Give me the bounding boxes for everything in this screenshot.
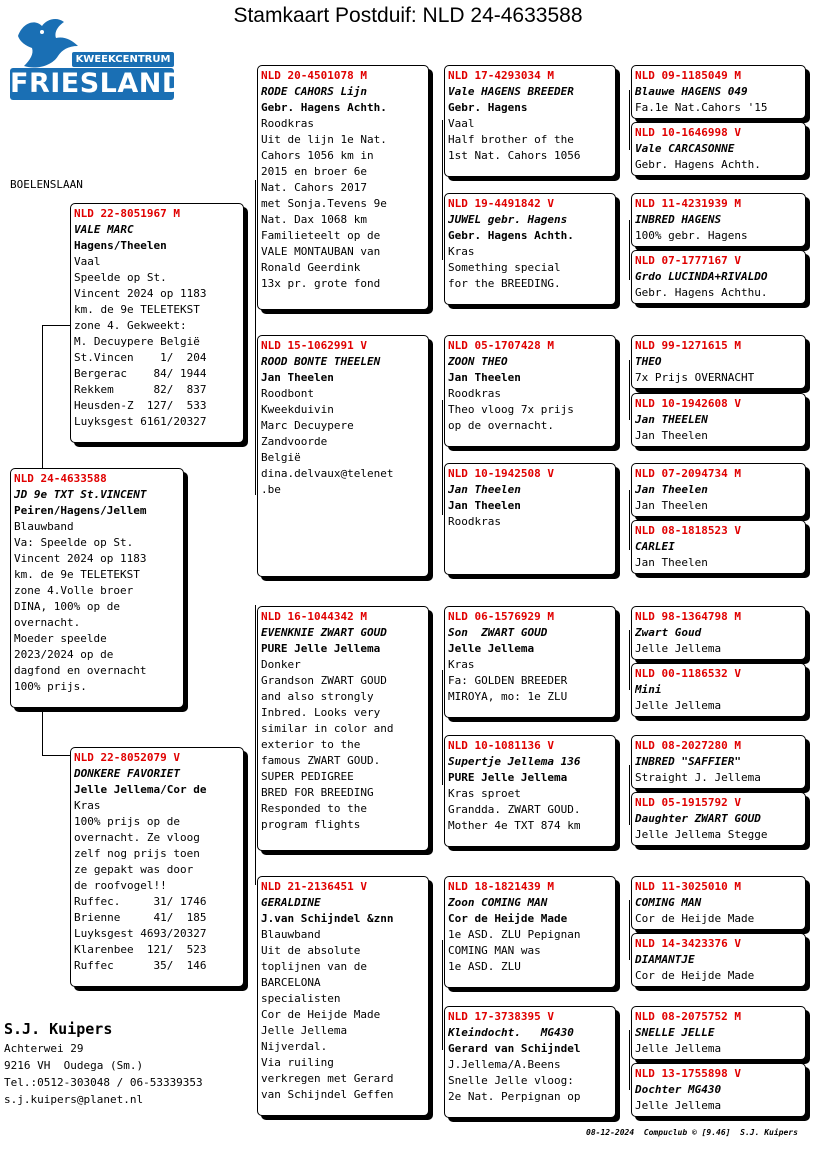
pigeon-note: België: [261, 451, 301, 464]
ring-number: NLD 07-1777167 V: [635, 254, 741, 267]
pigeon-card-gen4[interactable]: [631, 250, 806, 304]
pigeon-note: Jan Theelen: [635, 499, 708, 512]
ring-number: NLD 99-1271615 M: [635, 339, 741, 352]
connector-line: [629, 90, 630, 150]
pigeon-card-gen4[interactable]: [631, 335, 806, 389]
pigeon-note: program flights: [261, 818, 361, 831]
ring-number: NLD 15-1062991 V: [261, 339, 367, 352]
ring-number: NLD 17-3738395 V: [448, 1010, 554, 1023]
ring-number: NLD 10-1942508 V: [448, 467, 554, 480]
owner-email: s.j.kuipers@planet.nl: [4, 1093, 144, 1106]
breeder-name: PURE Jelle Jellema: [261, 642, 381, 655]
pigeon-name: Zoon COMING MAN: [448, 896, 548, 909]
connector-line: [255, 180, 256, 495]
pigeon-name: ROOD BONTE THEELEN: [261, 355, 381, 368]
ring-number: NLD 10-1081136 V: [448, 739, 554, 752]
owner-block: [4, 1018, 203, 1108]
pigeon-card-gen4[interactable]: [631, 65, 806, 119]
breeder-name: Jelle Jellema/Cor de: [74, 783, 207, 796]
loft-name: BOELENSLAAN: [10, 178, 83, 191]
ring-number: NLD 10-1646998 V: [635, 126, 741, 139]
connector-line: [629, 490, 630, 550]
pigeon-note: Donker: [261, 658, 301, 671]
ring-number: NLD 08-2027280 M: [635, 739, 741, 752]
pigeon-card-gen3[interactable]: [444, 606, 616, 718]
connector-line: [629, 900, 630, 960]
pigeon-name: Son ZWART GOUD: [448, 626, 548, 639]
ring-number: NLD 98-1364798 M: [635, 610, 741, 623]
pigeon-note: Roodbont: [261, 387, 314, 400]
pigeon-card-gen4[interactable]: [631, 735, 806, 789]
pigeon-note: zone 4. Gekweekt:: [74, 319, 187, 332]
breeder-name: PURE Jelle Jellema: [448, 771, 568, 784]
pigeon-note: Ronald Geerdink: [261, 261, 361, 274]
connector-line: [629, 220, 630, 280]
ring-number: NLD 05-1707428 M: [448, 339, 554, 352]
pigeon-card-granddam-maternal[interactable]: [257, 876, 429, 1116]
pigeon-note: Vaal: [448, 117, 475, 130]
pigeon-note: 1st Nat. Cahors 1056: [448, 149, 581, 162]
pigeon-note: Something special: [448, 261, 561, 274]
pigeon-name: JD 9e TXT St.VINCENT: [14, 488, 147, 501]
pigeon-note: Klarenbee 121/ 523: [74, 943, 207, 956]
page-title: Stamkaart Postduif: NLD 24-4633588: [233, 4, 583, 27]
connector-line: [42, 325, 70, 326]
footer-credit: 08-12-2024 Compuclub © [9.46] S.J. Kuipers: [586, 1128, 798, 1137]
pigeon-note: Roodkras: [448, 515, 501, 528]
pigeon-card-gen4[interactable]: [631, 792, 806, 846]
pigeon-card-dam[interactable]: [70, 747, 244, 987]
pigeon-note: Gebr. Hagens Achth.: [635, 158, 761, 171]
pigeon-note: Responded to the: [261, 802, 367, 815]
ring-number: NLD 18-1821439 M: [448, 880, 554, 893]
pigeon-note: 2015 en broer 6e: [261, 165, 367, 178]
pigeon-note: Gebr. Hagens Achthu.: [635, 286, 768, 299]
pigeon-note: 2e Nat. Perpignan op: [448, 1090, 581, 1103]
owner-phone: Tel.:0512-303048 / 06-53339353: [4, 1076, 203, 1089]
pigeon-note: Jelle Jellema: [261, 1024, 348, 1037]
pigeon-note: Moeder speelde: [14, 632, 107, 645]
ring-number: NLD 06-1576929 M: [448, 610, 554, 623]
pigeon-name: Supertje Jellema 136: [448, 755, 581, 768]
ring-number: NLD 07-2094734 M: [635, 467, 741, 480]
pigeon-note: Uit de absolute: [261, 944, 361, 957]
pigeon-note: 100% gebr. Hagens: [635, 229, 748, 242]
pigeon-note: Roodkras: [261, 117, 314, 130]
pigeon-note: exterior to the: [261, 738, 361, 751]
pigeon-note: Familieteelt op de: [261, 229, 381, 242]
pigeon-note: Kras: [74, 799, 101, 812]
pigeon-card-gen3[interactable]: [444, 735, 616, 847]
pigeon-note: Cor de Heijde Made: [261, 1008, 381, 1021]
pigeon-name: SNELLE JELLE: [635, 1026, 715, 1039]
pigeon-name: INBRED HAGENS: [635, 213, 722, 226]
pigeon-name: RODE CAHORS Lijn: [261, 85, 367, 98]
breeder-name: Gebr. Hagens Achth.: [261, 101, 387, 114]
pigeon-card-gen4[interactable]: [631, 1006, 806, 1060]
connector-line: [255, 605, 256, 885]
owner-postcode: 9216 VH Oudega (Sm.): [4, 1059, 144, 1072]
pigeon-note: Vaal: [74, 255, 101, 268]
breeder-name: J.van Schijndel &znn: [261, 912, 394, 925]
pigeon-note: Inbred. Looks very: [261, 706, 381, 719]
ring-number: NLD 11-3025010 M: [635, 880, 741, 893]
pigeon-name: Vale HAGENS BREEDER: [448, 85, 574, 98]
pigeon-note: Cor de Heijde Made: [635, 912, 755, 925]
pigeon-note: famous ZWART GOUD.: [261, 754, 381, 767]
pigeon-note: Roodkras: [448, 387, 501, 400]
pigeon-note: .be: [261, 483, 281, 496]
pigeon-note: VALE MONTAUBAN van: [261, 245, 381, 258]
ring-number: NLD 00-1186532 V: [635, 667, 741, 680]
pigeon-note: Kras: [448, 245, 475, 258]
pigeon-card-gen4[interactable]: [631, 463, 806, 517]
pigeon-note: Zandvoorde: [261, 435, 328, 448]
pigeon-note: Half brother of the: [448, 133, 574, 146]
pigeon-note: Blauwband: [14, 520, 74, 533]
pigeon-note: Speelde op St.: [74, 271, 167, 284]
pigeon-note: BRED FOR BREEDING: [261, 786, 374, 799]
pigeon-note: Grandson ZWART GOUD: [261, 674, 387, 687]
connector-line: [442, 940, 443, 1050]
pigeon-name: CARLEI: [635, 540, 675, 553]
pigeon-note: Uit de lijn 1e Nat.: [261, 133, 387, 146]
pigeon-note: Cahors 1056 km in: [261, 149, 374, 162]
pigeon-card-gen3[interactable]: [444, 1006, 616, 1118]
pigeon-name: Kleindocht. MG430: [448, 1026, 574, 1039]
pigeon-note: overnacht. Ze vloog: [74, 831, 200, 844]
pigeon-note: van Schijndel Geffen: [261, 1088, 394, 1101]
connector-line: [629, 360, 630, 420]
pigeon-card-gen4[interactable]: [631, 876, 806, 930]
connector-line: [42, 755, 70, 756]
pigeon-card-gen3[interactable]: [444, 463, 616, 575]
pigeon-note: Mother 4e TXT 874 km: [448, 819, 581, 832]
pigeon-note: Jelle Jellema Stegge: [635, 828, 768, 841]
pigeon-note: ze gepakt was door: [74, 863, 194, 876]
pigeon-note: Jelle Jellema: [635, 642, 722, 655]
pigeon-note: km. de 9e TELETEKST: [14, 568, 140, 581]
pigeon-name: ZOON THEO: [448, 355, 508, 368]
pigeon-card-sire[interactable]: [70, 203, 244, 443]
pigeon-note: verkregen met Gerard: [261, 1072, 394, 1085]
pigeon-note: SUPER PEDIGREE: [261, 770, 354, 783]
pigeon-note: 1e ASD. ZLU Pepignan: [448, 928, 581, 941]
pigeon-note: Blauwband: [261, 928, 321, 941]
pigeon-note: dina.delvaux@telenet: [261, 467, 394, 480]
pigeon-note: Ruffec 35/ 146: [74, 959, 207, 972]
pigeon-card-subject[interactable]: [10, 468, 184, 708]
pigeon-name: EVENKNIE ZWART GOUD: [261, 626, 387, 639]
pigeon-note: Luyksgest 4693/20327: [74, 927, 207, 940]
pigeon-note: BARCELONA: [261, 976, 321, 989]
pigeon-name: Jan THEELEN: [635, 413, 708, 426]
pigeon-note: M. Decuypere België: [74, 335, 200, 348]
pigeon-note: Brienne 41/ 185: [74, 911, 207, 924]
pigeon-name: Jan Theelen: [448, 483, 521, 496]
ring-number: NLD 21-2136451 V: [261, 880, 367, 893]
breeder-name: Gerard van Schijndel: [448, 1042, 581, 1055]
pigeon-note: Luyksgest 6161/20327: [74, 415, 207, 428]
pigeon-note: toplijnen van de: [261, 960, 367, 973]
pigeon-name: Dochter MG430: [635, 1083, 722, 1096]
pigeon-card-gen3[interactable]: [444, 335, 616, 447]
pigeon-note: Vincent 2024 op 1183: [14, 552, 147, 565]
pigeon-note: St.Vincen 1/ 204: [74, 351, 207, 364]
pigeon-note: 2023/2024 op de: [14, 648, 114, 661]
pigeon-note: zelf nog prijs toen: [74, 847, 200, 860]
pigeon-note: Jelle Jellema: [635, 699, 722, 712]
pigeon-note: for the BREEDING.: [448, 277, 561, 290]
pigeon-note: specialisten: [261, 992, 341, 1005]
connector-line: [629, 630, 630, 690]
pigeon-card-gen3[interactable]: [444, 65, 616, 177]
pigeon-note: Ruffec. 31/ 1746: [74, 895, 207, 908]
breeder-name: Jan Theelen: [261, 371, 334, 384]
ring-number: NLD 17-4293034 M: [448, 69, 554, 82]
pigeon-card-gen4[interactable]: [631, 606, 806, 660]
pigeon-name: Blauwe HAGENS 049: [635, 85, 748, 98]
owner-address: Achterwei 29: [4, 1042, 84, 1055]
pigeon-note: Jelle Jellema: [635, 1042, 722, 1055]
ring-number: NLD 08-2075752 M: [635, 1010, 741, 1023]
pigeon-note: Kweekduivin: [261, 403, 334, 416]
pigeon-note: Jan Theelen: [635, 429, 708, 442]
pigeon-note: Nat. Dax 1068 km: [261, 213, 367, 226]
pigeon-note: and also strongly: [261, 690, 374, 703]
pigeon-note: dagfond en overnacht: [14, 664, 147, 677]
pigeon-note: Jan Theelen: [635, 556, 708, 569]
pigeon-note: km. de 9e TELETEKST: [74, 303, 200, 316]
pigeon-note: met Sonja.Tevens 9e: [261, 197, 387, 210]
pigeon-note: Vincent 2024 op 1183: [74, 287, 207, 300]
pigeon-note: J.Jellema/A.Beens: [448, 1058, 561, 1071]
pigeon-note: Bergerac 84/ 1944: [74, 367, 207, 380]
breeder-name: Jan Theelen: [448, 499, 521, 512]
logo-subtitle: KWEEKCENTRUM: [72, 52, 174, 67]
pigeon-card-gen4[interactable]: [631, 393, 806, 447]
pigeon-note: COMING MAN was: [448, 944, 541, 957]
ring-number: NLD 22-8051967 M: [74, 207, 180, 220]
pigeon-card-grandsire-paternal[interactable]: [257, 65, 429, 310]
pigeon-note: Fa.1e Nat.Cahors '15: [635, 101, 768, 114]
pigeon-card-gen4[interactable]: [631, 520, 806, 574]
pigeon-name: THEO: [635, 355, 662, 368]
breeder-name: Gebr. Hagens Achth.: [448, 229, 574, 242]
pigeon-note: Grandda. ZWART GOUD.: [448, 803, 581, 816]
pigeon-note: 1e ASD. ZLU: [448, 960, 521, 973]
pigeon-name: Vale CARCASONNE: [635, 142, 735, 155]
pigeon-name: JUWEL gebr. Hagens: [448, 213, 568, 226]
ring-number: NLD 08-1818523 V: [635, 524, 741, 537]
pigeon-card-gen4[interactable]: [631, 122, 806, 176]
ring-number: NLD 24-4633588: [14, 472, 107, 485]
breeder-name: Hagens/Theelen: [74, 239, 167, 252]
pigeon-card-grandsire-maternal[interactable]: [257, 606, 429, 851]
logo-wordmark: FRIESLAND: [10, 68, 185, 99]
ring-number: NLD 13-1755898 V: [635, 1067, 741, 1080]
pigeon-note: similar in color and: [261, 722, 394, 735]
pigeon-name: Mini: [635, 683, 662, 696]
pigeon-note: DINA, 100% op de: [14, 600, 120, 613]
breeder-name: Jan Theelen: [448, 371, 521, 384]
pigeon-note: Nat. Cahors 2017: [261, 181, 367, 194]
ring-number: NLD 16-1044342 M: [261, 610, 367, 623]
kweekcentrum-friesland-logo: [10, 16, 185, 102]
pigeon-name: Jan Theelen: [635, 483, 708, 496]
pigeon-name: Grdo LUCINDA+RIVALDO: [635, 270, 768, 283]
pigeon-name: Zwart Goud: [635, 626, 702, 639]
owner-name: S.J. Kuipers: [4, 1020, 113, 1038]
pigeon-note: Cor de Heijde Made: [635, 969, 755, 982]
ring-number: NLD 22-8052079 V: [74, 751, 180, 764]
pigeon-note: 100% prijs op de: [74, 815, 180, 828]
connector-line: [629, 1030, 630, 1090]
pigeon-name: VALE MARC: [74, 223, 134, 236]
pigeon-note: Rekkem 82/ 837: [74, 383, 207, 396]
breeder-name: Jelle Jellema: [448, 642, 535, 655]
pigeon-card-gen4[interactable]: [631, 193, 806, 247]
pigeon-note: Marc Decuypere: [261, 419, 354, 432]
pigeon-note: Theo vloog 7x prijs: [448, 403, 574, 416]
ring-number: NLD 05-1915792 V: [635, 796, 741, 809]
pigeon-note: de roofvogel!!: [74, 879, 167, 892]
pigeon-note: Kras sproet: [448, 787, 521, 800]
pigeon-name: INBRED "SAFFIER": [635, 755, 741, 768]
pigeon-note: Va: Speelde op St.: [14, 536, 134, 549]
pigeon-card-gen4[interactable]: [631, 1063, 806, 1117]
pigeon-note: Kras: [448, 658, 475, 671]
ring-number: NLD 20-4501078 M: [261, 69, 367, 82]
ring-number: NLD 10-1942608 V: [635, 397, 741, 410]
pigeon-card-gen3[interactable]: [444, 193, 616, 305]
breeder-name: Gebr. Hagens: [448, 101, 528, 114]
pigeon-name: COMING MAN: [635, 896, 702, 909]
ring-number: NLD 14-3423376 V: [635, 937, 741, 950]
ring-number: NLD 09-1185049 M: [635, 69, 741, 82]
pigeon-card-gen4[interactable]: [631, 663, 806, 717]
pigeon-name: DIAMANTJE: [635, 953, 695, 966]
connector-line: [629, 765, 630, 825]
pigeon-note: Jelle Jellema: [635, 1099, 722, 1112]
connector-line: [442, 670, 443, 785]
ring-number: NLD 19-4491842 V: [448, 197, 554, 210]
connector-line: [442, 120, 443, 260]
pigeon-note: MIROYA, mo: 1e ZLU: [448, 690, 568, 703]
pigeon-note: Snelle Jelle vloog:: [448, 1074, 574, 1087]
pigeon-card-granddam-paternal[interactable]: [257, 335, 429, 577]
pigeon-note: 7x Prijs OVERNACHT: [635, 371, 755, 384]
ring-number: NLD 11-4231939 M: [635, 197, 741, 210]
pigeon-note: Via ruiling: [261, 1056, 334, 1069]
pigeon-card-gen3[interactable]: [444, 876, 616, 988]
pigeon-note: 13x pr. grote fond: [261, 277, 381, 290]
pigeon-name: Daughter ZWART GOUD: [635, 812, 761, 825]
breeder-name: Cor de Heijde Made: [448, 912, 568, 925]
pigeon-note: 100% prijs.: [14, 680, 87, 693]
pigeon-note: zone 4.Volle broer: [14, 584, 134, 597]
pigeon-note: Nijverdal.: [261, 1040, 328, 1053]
pigeon-card-gen4[interactable]: [631, 933, 806, 987]
pigeon-name: DONKERE FAVORIET: [74, 767, 180, 780]
breeder-name: Peiren/Hagens/Jellem: [14, 504, 147, 517]
pigeon-note: op de overnacht.: [448, 419, 554, 432]
pigeon-name: GERALDINE: [261, 896, 321, 909]
connector-line: [442, 400, 443, 515]
pigeon-note: overnacht.: [14, 616, 81, 629]
pigeon-note: Straight J. Jellema: [635, 771, 761, 784]
pigeon-note: Fa: GOLDEN BREEDER: [448, 674, 568, 687]
pigeon-note: Heusden-Z 127/ 533: [74, 399, 207, 412]
